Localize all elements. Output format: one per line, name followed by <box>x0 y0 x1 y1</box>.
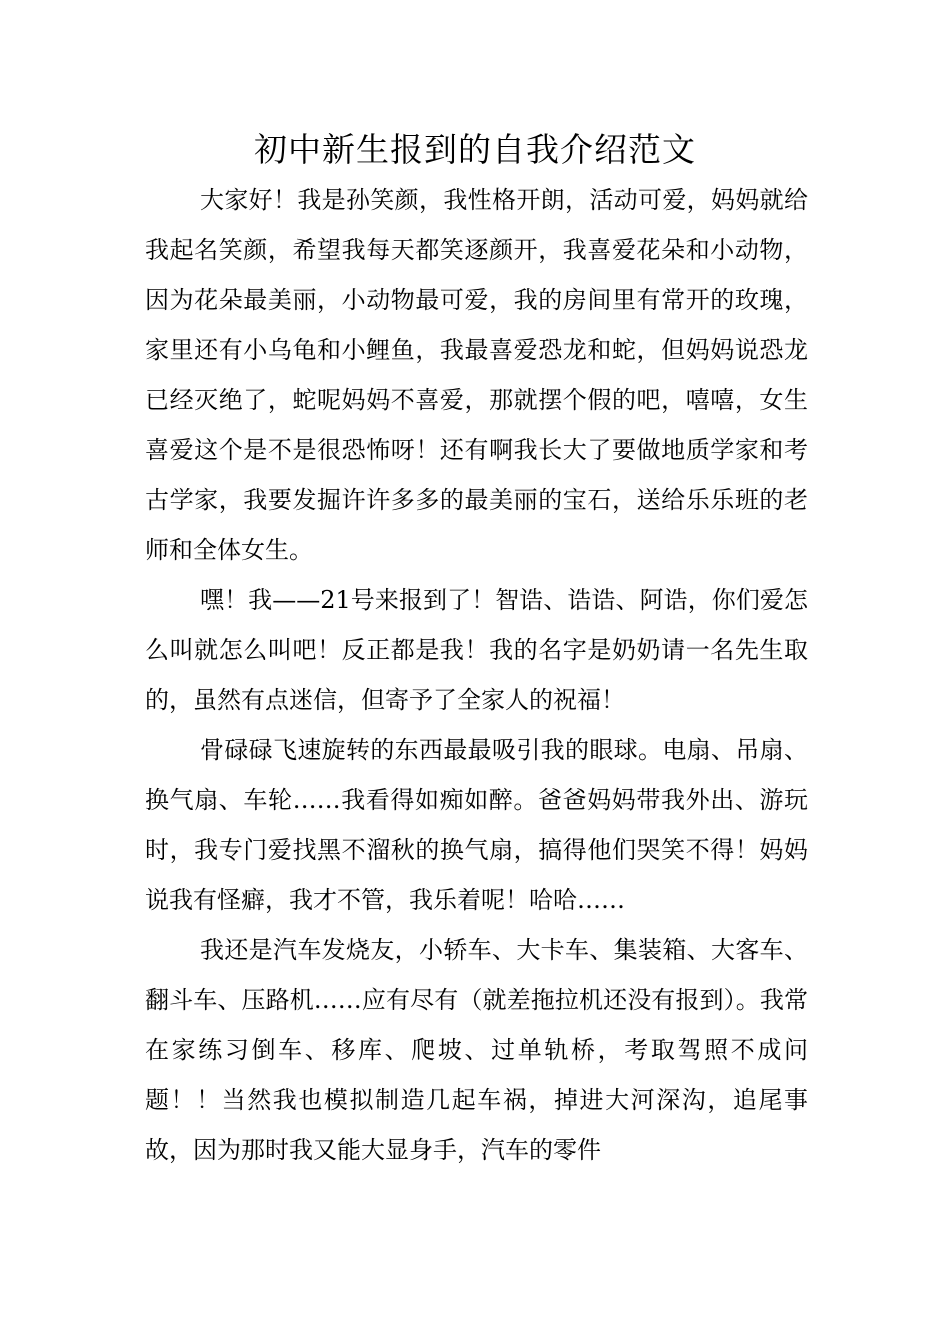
document-title: 初中新生报到的自我介绍范文 <box>254 130 696 169</box>
document-body <box>145 175 808 1175</box>
paragraph-3: 骨碌碌飞速旋转的东西最最吸引我的眼球。电扇、吊扇、换气扇、车轮……我看得如痴如醉。爸爸妈妈带我外出、游玩时，我专门爱找黑不溜秋的换气扇，搞得他们哭笑不得！妈妈说我有怪癖，我才不管，我乐着呢！哈哈…… <box>145 736 808 914</box>
paragraph-4: 我还是汽车发烧友，小轿车、大卡车、集装箱、大客车、翻斗车、压路机……应有尽有（就差拖拉机还没有报到）。我常在家练习倒车、移库、爬坡、过单轨桥，考取驾照不成问题！！当然我也模拟制造几起车祸，掉进大河深沟，追尾事故，因为那时我又能大显身手，汽车的零件 <box>145 936 808 1164</box>
paragraph-1: 大家好！我是孙笑颜，我性格开朗，活动可爱，妈妈就给我起名笑颜，希望我每天都笑逐颜开，我喜爱花朵和小动物，因为花朵最美丽，小动物最可爱，我的房间里有常开的玫瑰，家里还有小乌龟和小鲤鱼，我最喜爱恐龙和蛇，但妈妈说恐龙已经灭绝了，蛇呢妈妈不喜爱，那就摆个假的吧，嘻嘻，女生喜爱这个是不是很恐怖呀！还有啊我长大了要做地质学家和考古学家，我要发掘许许多多的最美丽的宝石，送给乐乐班的老师和全体女生。 <box>145 186 808 564</box>
paragraph-2: 嘿！我——21号来报到了！智诰、诰诰、阿诰，你们爱怎么叫就怎么叫吧！反正都是我！我的名字是奶奶请一名先生取的，虽然有点迷信，但寄予了全家人的祝福！ <box>145 586 808 714</box>
